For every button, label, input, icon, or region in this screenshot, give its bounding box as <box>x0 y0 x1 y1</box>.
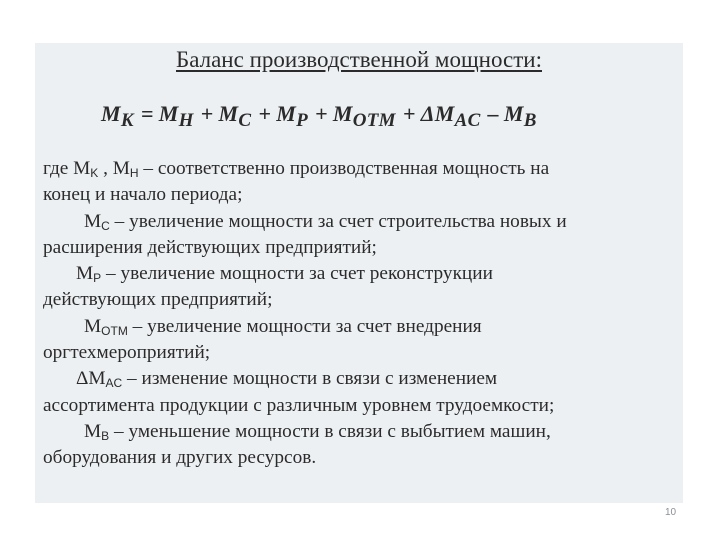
operator: – <box>487 101 499 126</box>
term-motm: $M_{OTM}$ <box>332 101 396 131</box>
operator: + <box>402 101 416 126</box>
term-mh: $M_H$ <box>158 101 194 131</box>
legend-line-10: ассортимента продукции с различным уровнем трудоемкости; <box>43 394 555 416</box>
legend-line-1: где $M_K$ , $M_H$ – соответственно производственная мощность на <box>43 158 550 180</box>
legend-line-7: $M_{OTM}$ – увеличение мощности за счет внедрения <box>84 315 482 338</box>
operator: + <box>200 101 214 126</box>
term-mb: $M_B$ <box>503 101 537 131</box>
legend-line-5: $M_P$ – увеличение мощности за счет реконструкции <box>76 263 493 286</box>
operator: + <box>315 101 328 126</box>
legend-line-11: $M_B$ – уменьшение мощности в связи с выбытием машин, <box>84 420 551 443</box>
term-mc: $M_C$ <box>218 101 252 131</box>
term-mk: $M_K$ <box>101 101 134 131</box>
capacity-balance-formula <box>101 101 539 132</box>
operator: + <box>258 101 272 126</box>
legend-line-6: действующих предприятий; <box>43 289 273 311</box>
page-number: 10 <box>665 507 677 518</box>
term-delta-mac: $\Delta M_{AC}$ <box>420 101 481 131</box>
legend-line-8: оргтехмероприятий; <box>43 342 211 364</box>
legend-line-9: $\Delta M_{AC}$ – изменение мощности в связи с изменением <box>76 368 498 391</box>
slide-title: Баланс производственной мощности: <box>176 47 542 72</box>
legend-line-3: $M_C$ – увеличение мощности за счет строительства новых и <box>84 210 567 233</box>
legend-line-2: конец и начало периода; <box>43 184 243 206</box>
formula-legend <box>43 156 675 472</box>
operator: = <box>140 101 154 126</box>
legend-line-12: оборудования и других ресурсов. <box>43 447 317 469</box>
legend-line-4: расширения действующих предприятий; <box>43 236 377 258</box>
slide-content-panel <box>35 43 683 503</box>
term-mp: $M_P$ <box>276 101 308 131</box>
